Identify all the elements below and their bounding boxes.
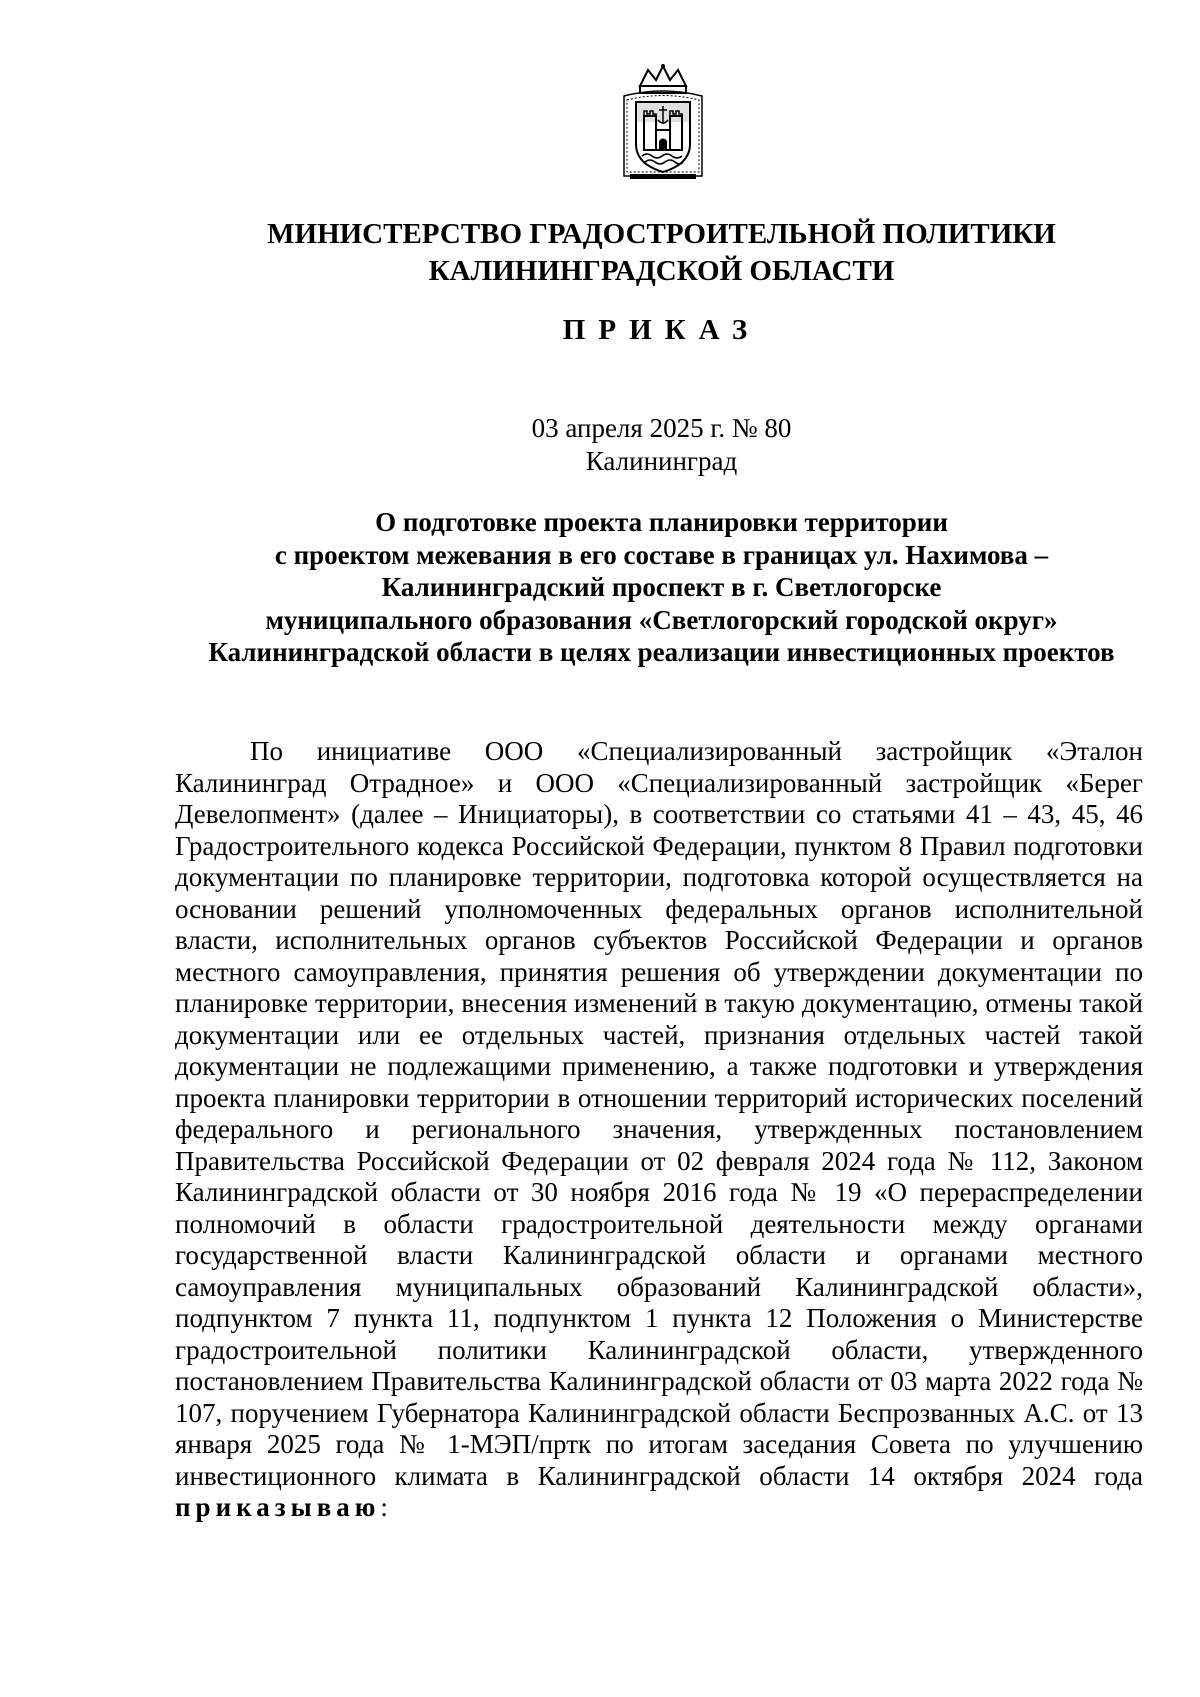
order-word-suffix: :: [380, 1492, 388, 1522]
ministry-title: [0, 216, 1200, 290]
subject-line-3: Калининградский проспект в г. Светлогорске: [381, 572, 942, 602]
order-city: Калининград: [585, 446, 738, 476]
ministry-title-line-1: МИНИСТЕРСТВО ГРАДОСТРОИТЕЛЬНОЙ ПОЛИТИКИ: [267, 218, 1056, 250]
date-and-place: [0, 412, 1200, 478]
document-type-heading: ПРИКАЗ: [562, 314, 761, 346]
order-date-number: 03 апреля 2025 г. № 80: [531, 413, 792, 443]
order-subject-title: [0, 506, 1200, 669]
subject-line-1: О подготовке проекта планировки территории: [375, 507, 948, 537]
coat-of-arms-icon: [618, 64, 708, 182]
order-word: приказываю: [175, 1492, 381, 1522]
subject-line-4: муниципального образования «Светлогорский городской округ»: [265, 604, 1058, 635]
subject-line-5: Калининградской области в целях реализации инвестиционных проектов: [208, 637, 1115, 667]
body-paragraph-text: По инициативе ООО «Специализированный застройщик «Эталон Калининград Отрадное» и ООО «Специализированный застройщик «Берег Девелопмент» (далее – Инициаторы), в соответствии со статьями 41 – 43, 45, 46 Градостроительного кодекса Российской Федерации, пунктом 8 Правил подготовки документации по планировке территории, подготовка которой осуществляется на основании решений уполномоченных федеральных органов исполнительной власти, исполнительных органов субъектов Российской Федерации и органов местного самоуправления, принятия решения об утверждении документации по планировке территории, внесения изменений в такую документацию, отмены такой документации или ее отдельных частей, признания отдельных частей такой документации не подлежащими применению, а также подготовки и утверждения проекта планировки территории в отношении территорий исторических поселений федерального и регионального значения, утвержденных постановлением Правительства Российской Федерации от 02 февраля 2024 года № 112, Законом Калининградской области от 30 ноября 2016 года № 19 «О перераспределении полномочий в области градостроительной деятельности между органами государственной власти Калининградской области и органами местного самоуправления муниципальных образований Калининградской области», подпунктом 7 пункта 11, подпунктом 1 пункта 12 Положения о Министерстве градостроительной политики Калининградской области, утвержденного постановлением Правительства Калининградской области от 03 марта 2022 года № 107, поручением Губернатора Калининградской области Беспрозванных А.С. от 13 января 2025 года № 1-МЭП/пртк по итогам заседания Совета по улучшению инвестиционного климата в Калининградской области 14 октября 2024 года: [175, 736, 1143, 1491]
ministry-title-line-2: КАЛИНИНГРАДСКОЙ ОБЛАСТИ: [428, 255, 895, 287]
subject-line-2: с проектом межевания в его составе в границах ул. Нахимова –: [274, 539, 1049, 570]
body-paragraph: [175, 736, 1143, 1524]
